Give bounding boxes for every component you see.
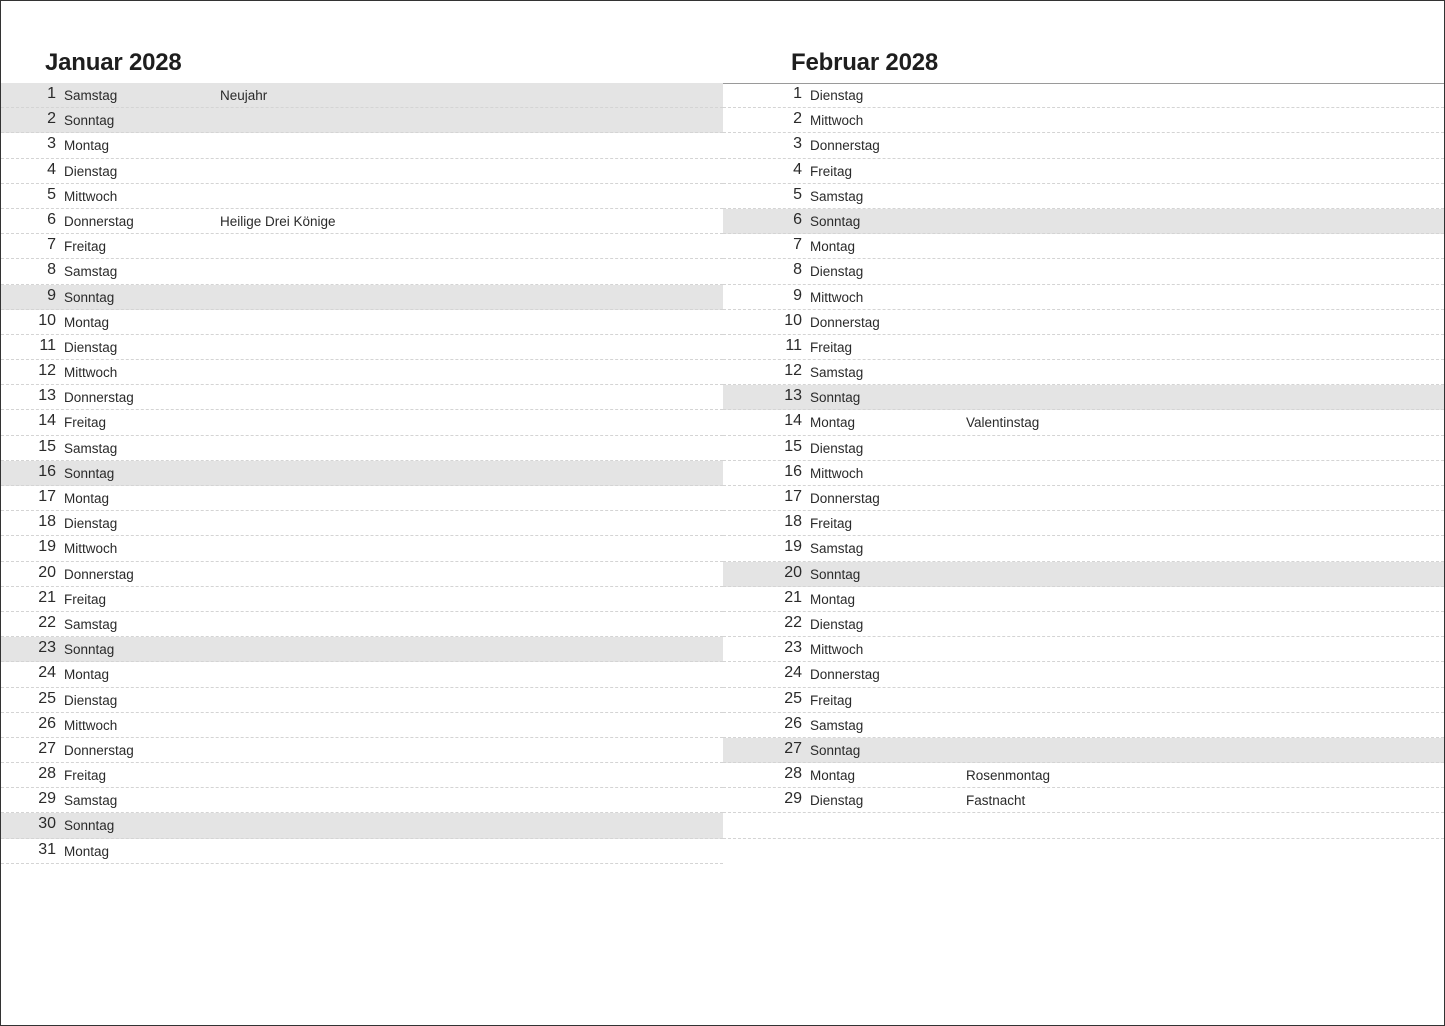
- weekday-name: Sonntag: [64, 642, 115, 658]
- day-row: [723, 536, 1444, 561]
- day-number: 31: [38, 840, 56, 858]
- day-row: [1, 562, 723, 587]
- day-number: 9: [793, 286, 802, 304]
- day-number: 16: [784, 462, 802, 480]
- weekday-name: Mittwoch: [810, 289, 864, 305]
- day-row: [723, 209, 1444, 234]
- day-number: 14: [784, 412, 802, 430]
- weekday-name: Freitag: [810, 339, 853, 355]
- weekday-name: Freitag: [810, 516, 853, 532]
- day-number: 1: [47, 85, 56, 102]
- day-row: [1, 184, 723, 209]
- day-number: 3: [793, 135, 802, 153]
- day-number: 24: [38, 664, 56, 682]
- day-row: [723, 410, 1444, 435]
- weekday-name: Montag: [810, 591, 856, 607]
- weekday-name: Samstag: [64, 440, 118, 456]
- day-row: [1, 461, 723, 486]
- day-number: 2: [47, 110, 56, 128]
- weekday-name: Sonntag: [810, 390, 861, 406]
- holiday-label: Fastnacht: [966, 793, 1026, 809]
- month-title-februar: Februar 2028: [791, 49, 939, 76]
- weekday-name: Dienstag: [64, 692, 118, 708]
- weekday-name: Sonntag: [810, 566, 861, 582]
- weekday-name: Donnerstag: [810, 138, 880, 154]
- day-number: 13: [784, 387, 802, 405]
- day-row: [1, 511, 723, 536]
- day-row: [723, 184, 1444, 209]
- day-row: [723, 763, 1444, 788]
- weekday-name: Dienstag: [810, 616, 864, 632]
- weekday-name: Dienstag: [810, 440, 864, 456]
- day-row: [723, 234, 1444, 259]
- day-row: [1, 259, 723, 284]
- day-row: [1, 637, 723, 662]
- day-number: 5: [793, 185, 802, 203]
- day-row: [723, 108, 1444, 133]
- weekday-name: Mittwoch: [810, 113, 864, 129]
- weekday-name: Dienstag: [810, 88, 864, 103]
- day-row: [1, 486, 723, 511]
- day-row: [1, 360, 723, 385]
- day-row: [1, 788, 723, 813]
- weekday-name: Samstag: [64, 264, 118, 280]
- day-number: 8: [793, 261, 802, 279]
- day-number: 7: [793, 236, 802, 254]
- day-row: [723, 285, 1444, 310]
- day-row: [1, 335, 723, 360]
- weekday-name: Sonntag: [810, 742, 861, 758]
- weekday-name: Freitag: [64, 239, 107, 255]
- weekday-name: Montag: [64, 138, 110, 154]
- weekday-name: Sonntag: [64, 465, 115, 481]
- weekday-name: Samstag: [810, 541, 864, 557]
- day-row: [723, 259, 1444, 284]
- weekday-name: Montag: [810, 768, 856, 784]
- day-row: [1, 763, 723, 788]
- weekday-name: Dienstag: [64, 516, 118, 532]
- weekday-name: Donnerstag: [64, 390, 134, 406]
- weekday-name: Samstag: [64, 793, 118, 809]
- day-number: 29: [784, 790, 802, 808]
- day-row: [723, 436, 1444, 461]
- weekday-name: Dienstag: [810, 793, 864, 809]
- day-row: [723, 788, 1444, 813]
- weekday-name: Samstag: [810, 365, 864, 381]
- day-row: [1, 234, 723, 259]
- weekday-name: Mittwoch: [64, 717, 118, 733]
- day-number: 12: [38, 362, 56, 380]
- day-number: 10: [784, 311, 802, 329]
- day-number: 4: [793, 160, 802, 178]
- day-number: 23: [784, 639, 802, 657]
- day-row: [1, 662, 723, 687]
- day-row: [1, 436, 723, 461]
- day-number: 26: [38, 714, 56, 732]
- day-row: [723, 461, 1444, 486]
- day-number: 17: [38, 488, 56, 505]
- weekday-name: Freitag: [64, 591, 107, 607]
- empty-row: [723, 813, 1444, 838]
- day-row: [1, 410, 723, 435]
- weekday-name: Freitag: [810, 163, 853, 179]
- day-row: [1, 159, 723, 184]
- day-row: [1, 310, 723, 335]
- day-row: [1, 385, 723, 410]
- holiday-label: Neujahr: [220, 88, 268, 103]
- weekday-name: Mittwoch: [810, 642, 864, 658]
- weekday-name: Samstag: [64, 88, 118, 103]
- day-row: [1, 813, 723, 838]
- day-row: [1, 108, 723, 133]
- month-column-februar: [723, 83, 1444, 839]
- day-row: [723, 688, 1444, 713]
- day-number: 7: [47, 236, 56, 254]
- day-number: 21: [784, 588, 802, 606]
- weekday-name: Donnerstag: [64, 566, 134, 582]
- day-row: [1, 688, 723, 713]
- day-number: 15: [784, 437, 802, 455]
- day-number: 3: [47, 135, 56, 153]
- day-row: [1, 536, 723, 561]
- weekday-name: Donnerstag: [810, 667, 880, 683]
- day-row: [723, 612, 1444, 637]
- day-number: 20: [38, 563, 56, 581]
- day-row: [1, 839, 723, 864]
- weekday-name: Montag: [64, 667, 110, 683]
- day-number: 27: [38, 739, 56, 757]
- holiday-label: Heilige Drei Könige: [220, 213, 336, 229]
- day-row: [723, 310, 1444, 335]
- day-number: 28: [784, 765, 802, 783]
- weekday-name: Montag: [64, 491, 110, 506]
- day-row: [1, 713, 723, 738]
- month-title-januar: Januar 2028: [45, 49, 182, 76]
- weekday-name: Dienstag: [64, 163, 118, 179]
- day-row: [1, 587, 723, 612]
- weekday-name: Dienstag: [810, 264, 864, 280]
- weekday-name: Freitag: [64, 768, 107, 784]
- day-number: 10: [38, 311, 56, 329]
- weekday-name: Sonntag: [810, 213, 861, 229]
- day-number: 1: [793, 85, 802, 102]
- weekday-name: Montag: [64, 314, 110, 330]
- day-number: 20: [784, 563, 802, 581]
- day-number: 16: [38, 462, 56, 480]
- day-number: 22: [784, 613, 802, 631]
- weekday-name: Donnerstag: [64, 213, 134, 229]
- day-row: [723, 662, 1444, 687]
- weekday-name: Mittwoch: [64, 365, 118, 381]
- day-number: 19: [784, 538, 802, 556]
- weekday-name: Donnerstag: [64, 742, 134, 758]
- day-row: [1, 285, 723, 310]
- day-row: [723, 360, 1444, 385]
- weekday-name: Sonntag: [64, 289, 115, 305]
- day-number: 29: [38, 790, 56, 808]
- day-number: 15: [38, 437, 56, 455]
- day-number: 6: [47, 210, 56, 228]
- day-row: [723, 587, 1444, 612]
- day-number: 24: [784, 664, 802, 682]
- day-row: [1, 738, 723, 763]
- weekday-name: Montag: [810, 415, 856, 431]
- day-number: 27: [784, 739, 802, 757]
- day-row: [723, 486, 1444, 511]
- day-row: [723, 335, 1444, 360]
- day-number: 6: [793, 210, 802, 228]
- day-number: 17: [784, 488, 802, 505]
- weekday-name: Mittwoch: [64, 541, 118, 557]
- weekday-name: Freitag: [64, 415, 107, 431]
- day-number: 30: [38, 815, 56, 833]
- day-number: 28: [38, 765, 56, 783]
- day-row: [723, 713, 1444, 738]
- day-row: [723, 637, 1444, 662]
- day-number: 22: [38, 613, 56, 631]
- day-row: [1, 83, 723, 108]
- day-number: 25: [784, 689, 802, 707]
- weekday-name: Samstag: [64, 616, 118, 632]
- day-row: [1, 209, 723, 234]
- day-number: 8: [47, 261, 56, 279]
- day-number: 12: [784, 362, 802, 380]
- day-number: 13: [38, 387, 56, 405]
- day-number: 4: [47, 160, 56, 178]
- day-row: [723, 83, 1444, 108]
- weekday-name: Montag: [64, 843, 110, 859]
- day-number: 2: [793, 110, 802, 128]
- month-column-januar: [1, 83, 723, 864]
- day-row: [723, 562, 1444, 587]
- day-number: 18: [784, 513, 802, 531]
- holiday-label: Rosenmontag: [966, 768, 1051, 784]
- day-number: 23: [38, 639, 56, 657]
- holiday-label: Valentinstag: [966, 415, 1040, 431]
- weekday-name: Samstag: [810, 717, 864, 733]
- weekday-name: Donnerstag: [810, 491, 880, 506]
- day-row: [723, 511, 1444, 536]
- weekday-name: Freitag: [810, 692, 853, 708]
- day-number: 25: [38, 689, 56, 707]
- weekday-name: Samstag: [810, 188, 864, 204]
- day-number: 14: [38, 412, 56, 430]
- weekday-name: Donnerstag: [810, 314, 880, 330]
- weekday-name: Mittwoch: [64, 188, 118, 204]
- day-row: [1, 612, 723, 637]
- day-row: [723, 738, 1444, 763]
- weekday-name: Sonntag: [64, 818, 115, 834]
- day-number: 18: [38, 513, 56, 531]
- day-row: [723, 133, 1444, 158]
- day-number: 5: [47, 185, 56, 203]
- day-number: 11: [785, 336, 802, 354]
- weekday-name: Sonntag: [64, 113, 115, 129]
- weekday-name: Montag: [810, 239, 856, 255]
- weekday-name: Mittwoch: [810, 465, 864, 481]
- day-row: [723, 385, 1444, 410]
- day-number: 26: [784, 714, 802, 732]
- day-number: 19: [38, 538, 56, 556]
- day-number: 21: [38, 588, 56, 606]
- weekday-name: Dienstag: [64, 339, 118, 355]
- day-number: 11: [39, 336, 56, 354]
- day-row: [723, 159, 1444, 184]
- day-number: 9: [47, 286, 56, 304]
- day-row: [1, 133, 723, 158]
